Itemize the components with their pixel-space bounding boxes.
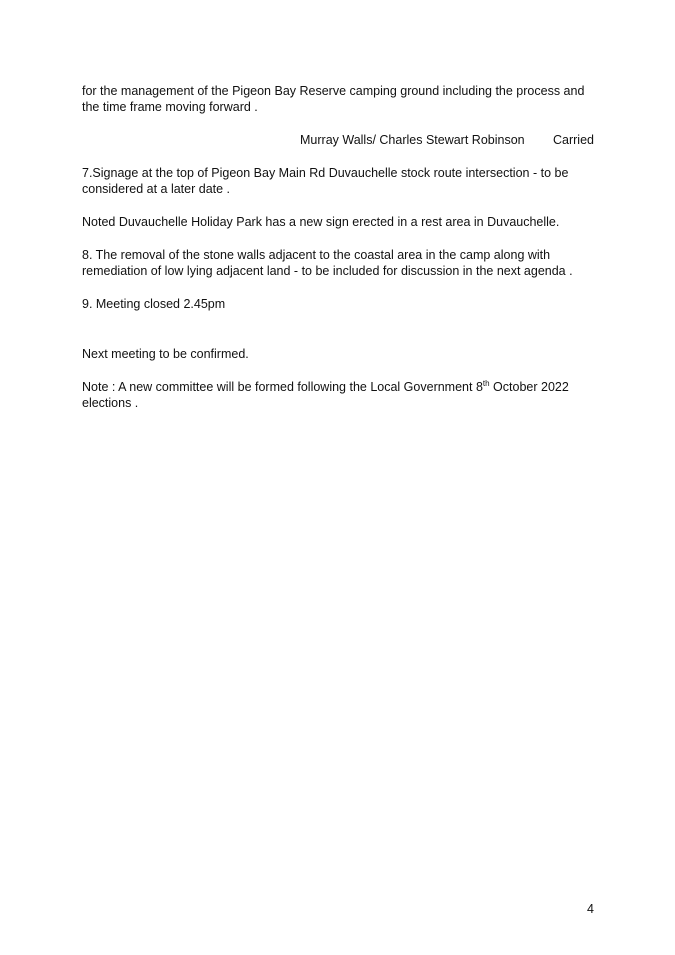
note-text-end: October 2022 elections . [82,380,569,410]
paragraph-management: for the management of the Pigeon Bay Reserve camping ground including the process and the time frame moving forward . [82,84,585,114]
note-paragraph [82,379,602,411]
note-superscript: th [482,378,490,388]
paragraph-holiday-park: Noted Duvauchelle Holiday Park has a new sign erected in a rest area in Duvauchelle. [82,215,560,229]
note-text: Note : A new committee will be formed following the Local Government 8 [82,380,483,394]
motion-result: Carried [553,133,594,147]
motion-movers: Murray Walls/ Charles Stewart Robinson [300,133,525,147]
page-number: 4 [587,902,594,916]
paragraph-signage: 7.Signage at the top of Pigeon Bay Main Rd Duvauchelle stock route intersection - to be considered at a later date . [82,166,569,196]
paragraph-next-meeting: Next meeting to be confirmed. [82,347,249,361]
paragraph-stone-walls: 8. The removal of the stone walls adjacent to the coastal area in the camp along with remediation of low lying adjacent land - to be included for discussion in the next agenda . [82,248,573,278]
paragraph-meeting-closed: 9. Meeting closed 2.45pm [82,297,226,311]
